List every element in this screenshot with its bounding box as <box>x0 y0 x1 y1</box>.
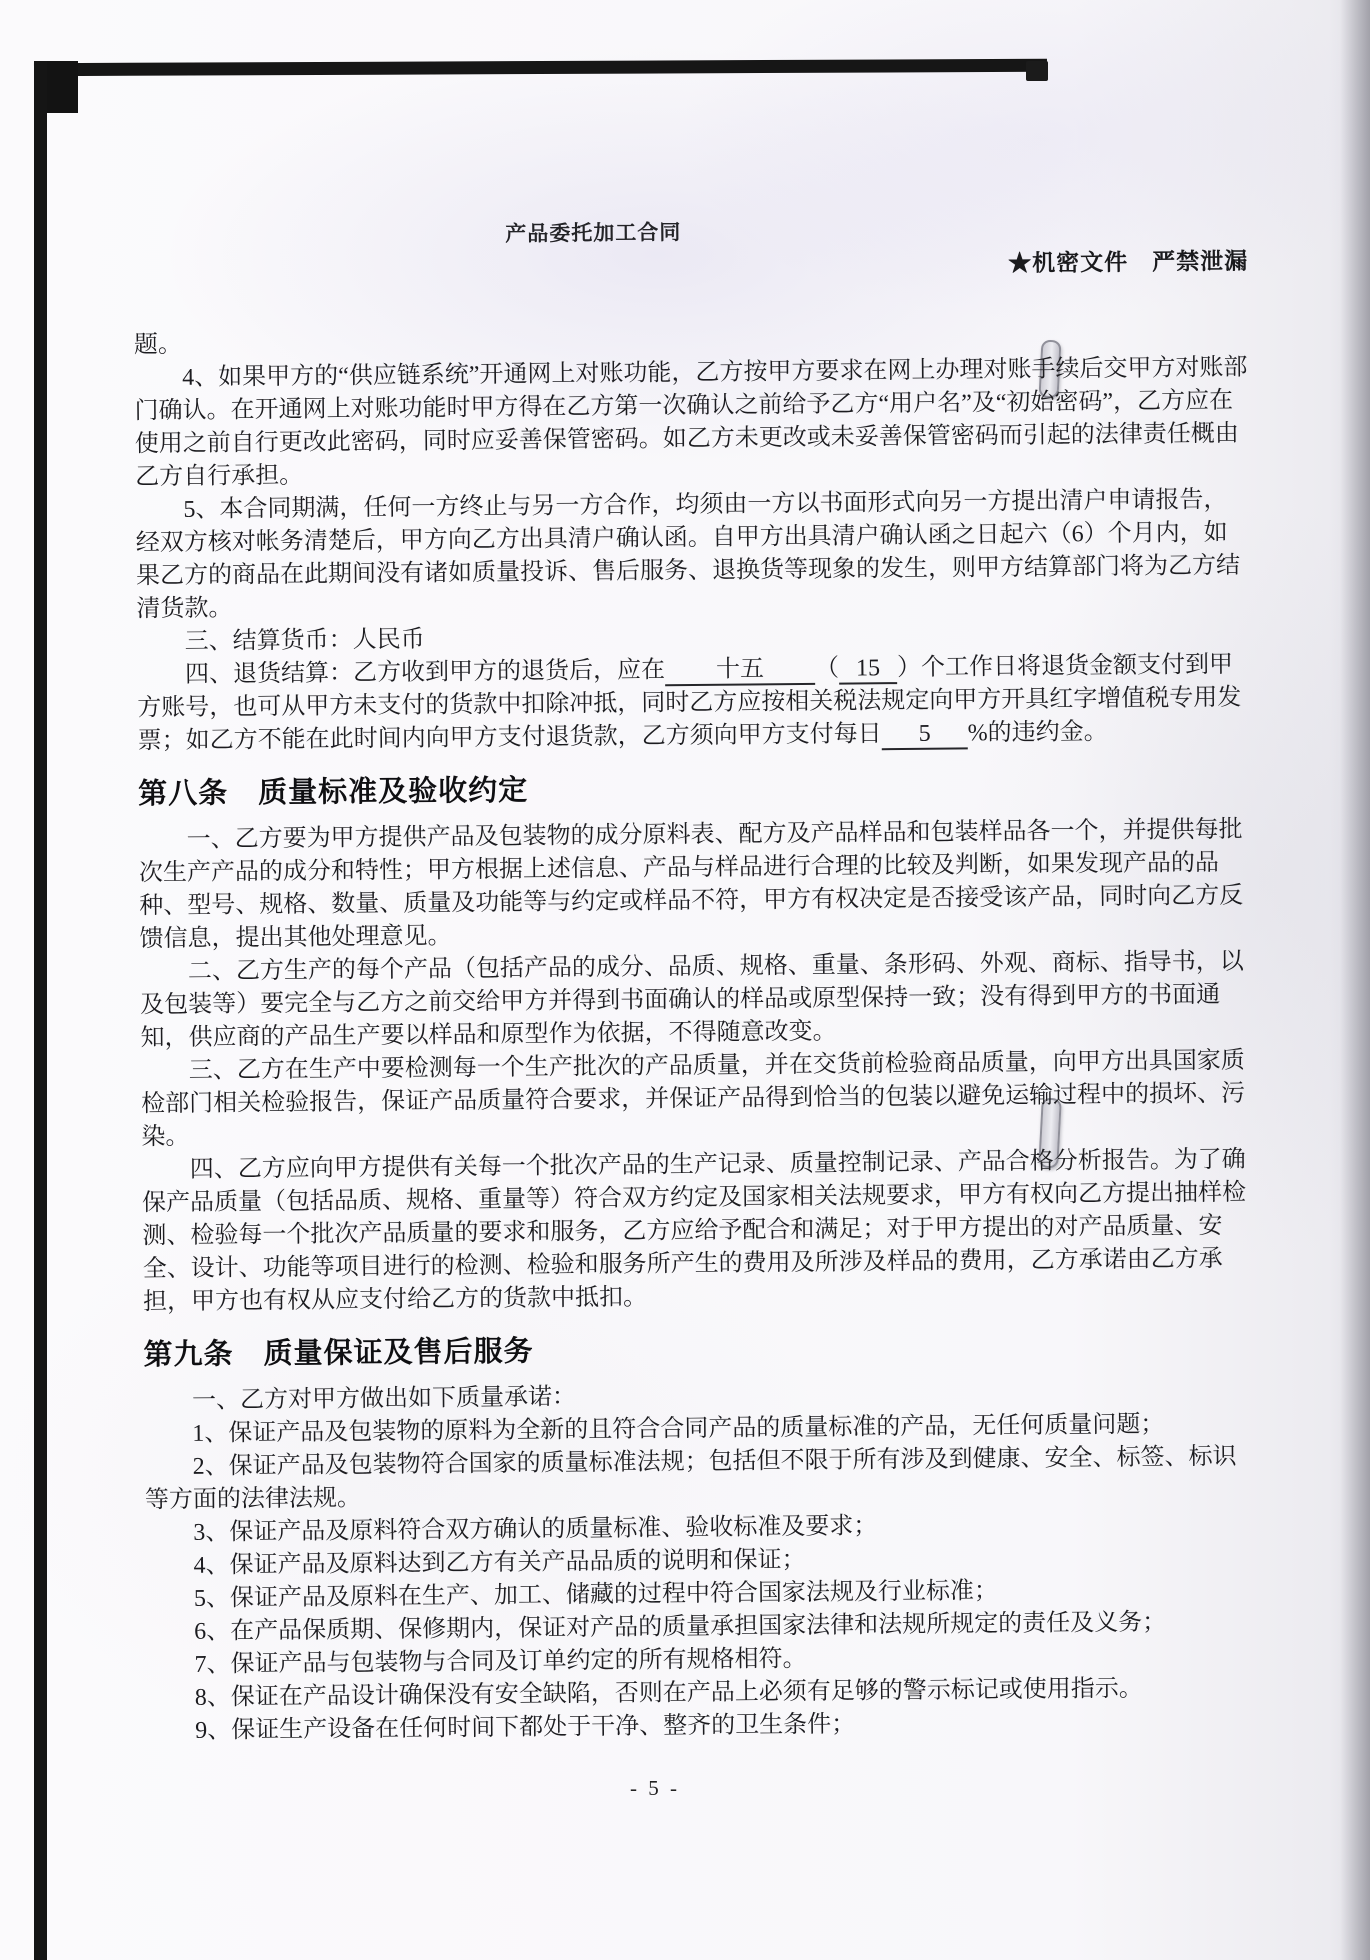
document-body <box>134 319 1263 1749</box>
paragraph-settlement-currency: 三、结算货币：人民币 <box>184 626 425 655</box>
article9-item-2: 2、保证产品及包装物符合国家的质量标准法规；包括但不限于所有涉及到健康、安全、标签、标识等方面的法律法规。 <box>144 1443 1237 1514</box>
paragraph-carryover: 题。 <box>133 331 182 359</box>
section-heading-article-9: 第九条 质量保证及售后服务 <box>143 1335 534 1372</box>
blank-penalty-rate: 5 <box>882 719 968 750</box>
article9-intro: 一、乙方对甲方做出如下质量承诺： <box>191 1384 577 1414</box>
return-settlement-mid: 个工作日将退货金额支付到甲方账号，也可从甲方未支付的货款中扣除冲抵，同时乙方应按相关税法规定向甲方开具红字增值税专用发票；如乙方不能在此时间内向甲方支付退货款，乙方须向甲方支付每日 <box>137 651 1242 755</box>
article9-item-7: 7、保证产品与包装物与合同及订单约定的所有规格相符。 <box>194 1645 807 1678</box>
blank-days-numeric: 15 <box>839 654 897 685</box>
article9-item-6: 6、在产品保质期、保修期内，保证对产品的质量承担国家法律和法规所规定的责任及义务； <box>194 1609 1167 1645</box>
blank-days-chinese: 十五 <box>665 655 815 686</box>
article9-item-8: 8、保证在产品设计确保没有安全缺陷，否则在产品上必须有足够的警示标记或使用指示。 <box>194 1675 1143 1711</box>
section-heading-article-8: 第八条 质量标准及验收约定 <box>138 774 529 811</box>
return-settlement-suffix: %的违约金。 <box>967 719 1108 747</box>
article9-item-4: 4、保证产品及原料达到乙方有关产品品质的说明和保证； <box>193 1546 806 1579</box>
paren-close: ） <box>896 654 922 682</box>
paragraph-clause-4: 4、如果甲方的“供应链系统”开通网上对账功能，乙方按甲方要求在网上办理对账手续后交甲方对账部门确认。在开通网上对账功能时甲方得在乙方第一次确认之前给予乙方“用户名”及“初始密码”，乙方应在使用之前自行更改此密码，同时应妥善保管密码。如乙方未更改或未妥善保管密码而引起的法律责任概由乙方自行承担。 <box>134 354 1248 491</box>
page-number: - 5 - <box>630 1776 680 1800</box>
article8-clause-3: 三、乙方在生产中要检测每一个生产批次的产品质量，并在交货前检验商品质量，向甲方出具国家质检部门相关检验报告，保证产品质量符合要求，并保证产品得到恰当的包装以避免运输过程中的损坏、污染。 <box>141 1047 1246 1151</box>
return-settlement-prefix: 四、退货结算：乙方收到甲方的退货后，应在 <box>184 657 666 688</box>
scan-right-shadow <box>1340 0 1370 1960</box>
paragraph-clause-5: 5、本合同期满，任何一方终止与另一方合作，均须由一方以书面形式向另一方提出清户申请报告，经双方核对帐务清楚后，甲方向乙方出具清户确认函。自甲方出具清户确认函之日起六（6）个月内，如果乙方的商品在此期间没有诸如质量投诉、售后服务、退换货等现象的发生，则甲方结算部门将为乙方结清货款。 <box>135 486 1241 623</box>
document-content <box>133 213 1263 1749</box>
article9-item-5: 5、保证产品及原料在生产、加工、储藏的过程中符合国家法规及行业标准； <box>193 1578 999 1612</box>
document-title: 产品委托加工合同 <box>505 221 682 246</box>
article8-clause-2: 二、乙方生产的每个产品（包括产品的成分、品质、规格、重量、条形码、外观、商标、指导书，以及包装等）要完全与乙方之前交给甲方并得到书面确认的样品或原型保持一致；没有得到甲方的书面通知，供应商的产品生产要以样品和原型作为依据，不得随意改变。 <box>140 948 1244 1052</box>
article9-item-3: 3、保证产品及原料符合双方确认的质量标准、验收标准及要求； <box>193 1513 878 1546</box>
article9-item-9: 9、保证生产设备在任何时间下都处于干净、整齐的卫生条件； <box>195 1711 856 1744</box>
scan-edge-top-end <box>1026 61 1048 81</box>
paren-open: （ <box>814 655 840 682</box>
confidential-stamp: ★机密文件 严禁泄漏 <box>1008 247 1249 276</box>
article8-clause-1: 一、乙方要为甲方提供产品及包装物的成分原料表、配方及产品样品和包装样品各一个，并提供每批次生产产品的成分和特性；甲方根据上述信息、产品与样品进行合理的比较及判断，如果发现产品的品种、型号、规格、数量、质量及功能等与约定或样品不符，甲方有权决定是否接受该产品，同时向乙方反馈信息，提出其他处理意见。 <box>138 816 1244 953</box>
scan-edge-left <box>34 61 47 1960</box>
scan-edge-top <box>34 59 1047 76</box>
paragraph-return-settlement <box>137 649 1253 759</box>
article8-clause-4: 四、乙方应向甲方提供有关每一个批次产品的生产记录、质量控制记录、产品合格分析报告。为了确保产品质量（包括品质、规格、重量等）符合双方约定及国家相关法规要求，甲方有权向乙方提出抽样检测、检验每一个批次产品质量的要求和服务，乙方应给予配合和满足；对于甲方提出的对产品质量、安全、设计、功能等项目进行的检测、检验和服务所产生的费用及所涉及样品的费用，乙方承诺由乙方承担，甲方也有权从应支付给乙方的货款中抵扣。 <box>141 1146 1247 1316</box>
article9-item-1: 1、保证产品及包装物的原料为全新的且符合合同产品的质量标准的产品，无任何质量问题； <box>192 1411 1165 1447</box>
